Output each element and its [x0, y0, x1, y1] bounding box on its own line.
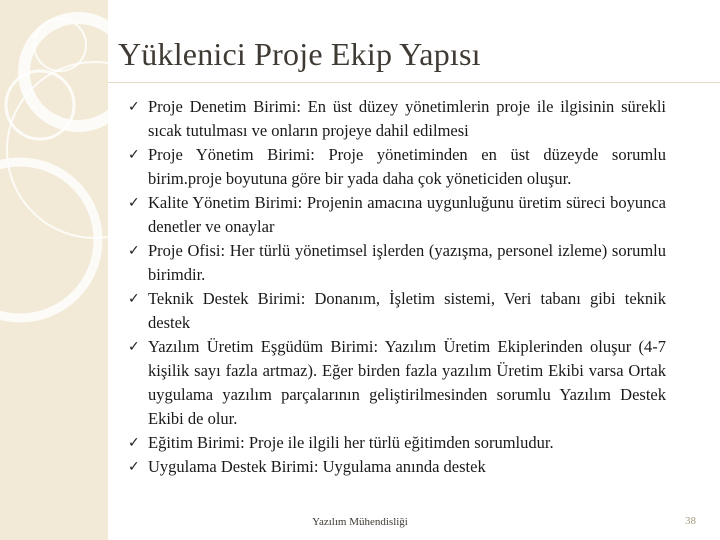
bullet-list — [128, 95, 666, 479]
check-mark-icon: ✓ — [128, 291, 140, 307]
check-mark-icon: ✓ — [128, 435, 140, 451]
check-mark-icon: ✓ — [128, 243, 140, 259]
list-item-text: Proje Denetim Birimi: En üst düzey yönetimlerin proje ile ilgisinin sürekli sıcak tutulması ve onların projeye dahil edilmesi — [148, 97, 666, 140]
page-number: 38 — [685, 515, 696, 527]
list-item — [128, 191, 666, 239]
list-item — [128, 239, 666, 287]
check-mark-icon: ✓ — [128, 339, 140, 355]
check-mark-icon: ✓ — [128, 459, 140, 475]
list-item-text: Uygulama Destek Birimi: Uygulama anında destek — [148, 457, 486, 476]
list-item-text: Kalite Yönetim Birimi: Projenin amacına uygunluğunu üretim süreci boyunca denetler ve onaylar — [148, 193, 666, 236]
check-mark-icon: ✓ — [128, 195, 140, 211]
check-mark-icon: ✓ — [128, 147, 140, 163]
title-divider — [108, 82, 720, 83]
list-item-text: Teknik Destek Birimi: Donanım, İşletim sistemi, Veri tabanı gibi teknik destek — [148, 289, 666, 332]
slide-title: Yüklenici Proje Ekip Yapısı — [118, 36, 481, 72]
list-item-text: Proje Yönetim Birimi: Proje yönetiminden en üst düzeyde sorumlu birim.proje boyutuna göre bir yada daha çok yöneticiden oluşur. — [148, 145, 666, 188]
footer-text: Yazılım Mühendisliği — [312, 516, 408, 528]
list-item — [128, 143, 666, 191]
list-item — [128, 455, 666, 479]
list-item-text: Eğitim Birimi: Proje ile ilgili her türlü eğitimden sorumludur. — [148, 433, 554, 452]
list-item — [128, 431, 666, 455]
check-mark-icon: ✓ — [128, 99, 140, 115]
list-item — [128, 287, 666, 335]
list-item-text: Yazılım Üretim Eşgüdüm Birimi: Yazılım Üretim Ekiplerinden oluşur (4-7 kişilik sayı fazla artmaz). Eğer birden fazla yazılım Üretim Ekibi varsa Ortak uygulama yazılım parçalarının geliştirilmesinden sorumlu Yazılım Destek Ekibi de olur. — [148, 337, 666, 428]
list-item-text: Proje Ofisi: Her türlü yönetimsel işlerden (yazışma, personel izleme) sorumlu birimdir. — [148, 241, 666, 284]
list-item — [128, 335, 666, 431]
list-item — [128, 95, 666, 143]
